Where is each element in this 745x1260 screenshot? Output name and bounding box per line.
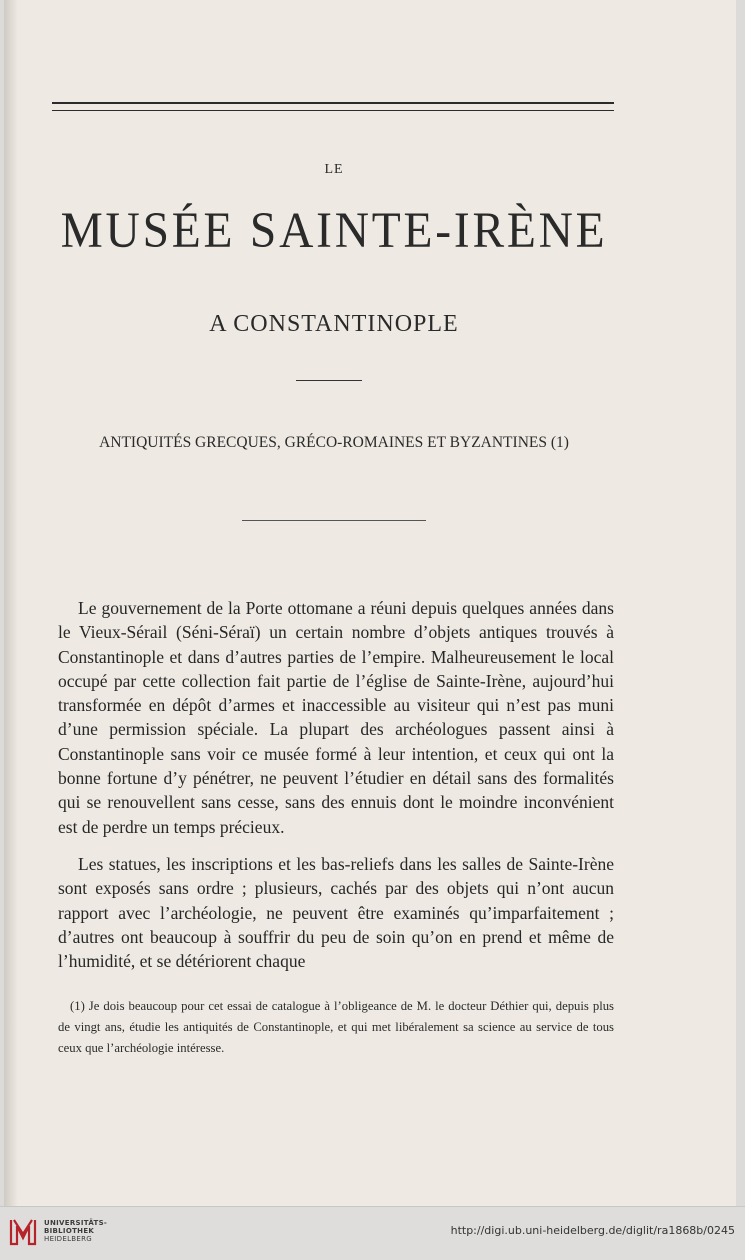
page-subtitle: A CONSTANTINOPLE: [209, 311, 459, 337]
title-article: LE: [324, 162, 344, 177]
running-header-rule: [52, 102, 614, 104]
body-paragraph: Les statues, les inscriptions et les bas-reliefs dans les salles de Sainte-Irène sont exposés sans ordre ; plusieurs, cachés par des objets qui n’ont aucun rapport avec l’archéologie, ne peuvent être examinés qu’imparfaitement ; d’autres ont beaucoup à souffrir du peu de soin qu’on en prend et même de l’humidité, et se détériorent chaque: [58, 854, 614, 972]
page-title: MUSÉE SAINTE-IRÈNE: [60, 203, 608, 259]
title-divider: [296, 380, 362, 381]
institution-name-line3: HEIDELBERG: [44, 1235, 92, 1243]
permalink-url[interactable]: http://digi.ub.uni-heidelberg.de/diglit/ra1868b/0245: [450, 1224, 735, 1237]
university-library-logo-icon[interactable]: [8, 1216, 38, 1248]
section-divider: [242, 520, 426, 521]
institution-name-line2: BIBLIOTHEK: [44, 1227, 95, 1235]
footnote: (1) Je dois beaucoup pour cet essai de catalogue à l’obligeance de M. le docteur Déthier qui, depuis plus de vingt ans, étudie les antiquités de Constantinople, et qui met libéralement sa science au service de tous ceux que l’archéologie intéresse.: [58, 999, 614, 1055]
institution-name-line1: UNIVERSITÄTS-: [44, 1219, 108, 1227]
running-header-rule-thin: [52, 110, 614, 111]
section-heading: ANTIQUITÉS GRECQUES, GRÉCO-ROMAINES ET BYZANTINES (1): [99, 434, 569, 451]
scanned-page: [4, 0, 736, 1206]
body-paragraph: Le gouvernement de la Porte ottomane a réuni depuis quelques années dans le Vieux-Sérail (Séni-Séraï) un certain nombre d’objets antiques trouvés à Constantinople et dans d’autres parties de l’empire. Malheureusement le local occupé par cette collection fait partie de l’église de Sainte-Irène, aujourd’hui transformée en dépôt d’armes et inaccessible au visiteur qui n’est pas muni d’une permission spéciale. La plupart des archéologues passent ainsi à Constantinople sans voir ce musée formé à leur intention, et ceux qui ont la bonne fortune d’y pénétrer, ne peuvent l’étudier en détail sans des formalités qui se renouvellent sans cesse, sans des ennuis dont le moindre inconvénient est de perdre un temps précieux.: [58, 598, 614, 837]
page-gutter-shadow: [4, 0, 18, 1206]
viewer-footer-bar: [0, 1206, 745, 1260]
